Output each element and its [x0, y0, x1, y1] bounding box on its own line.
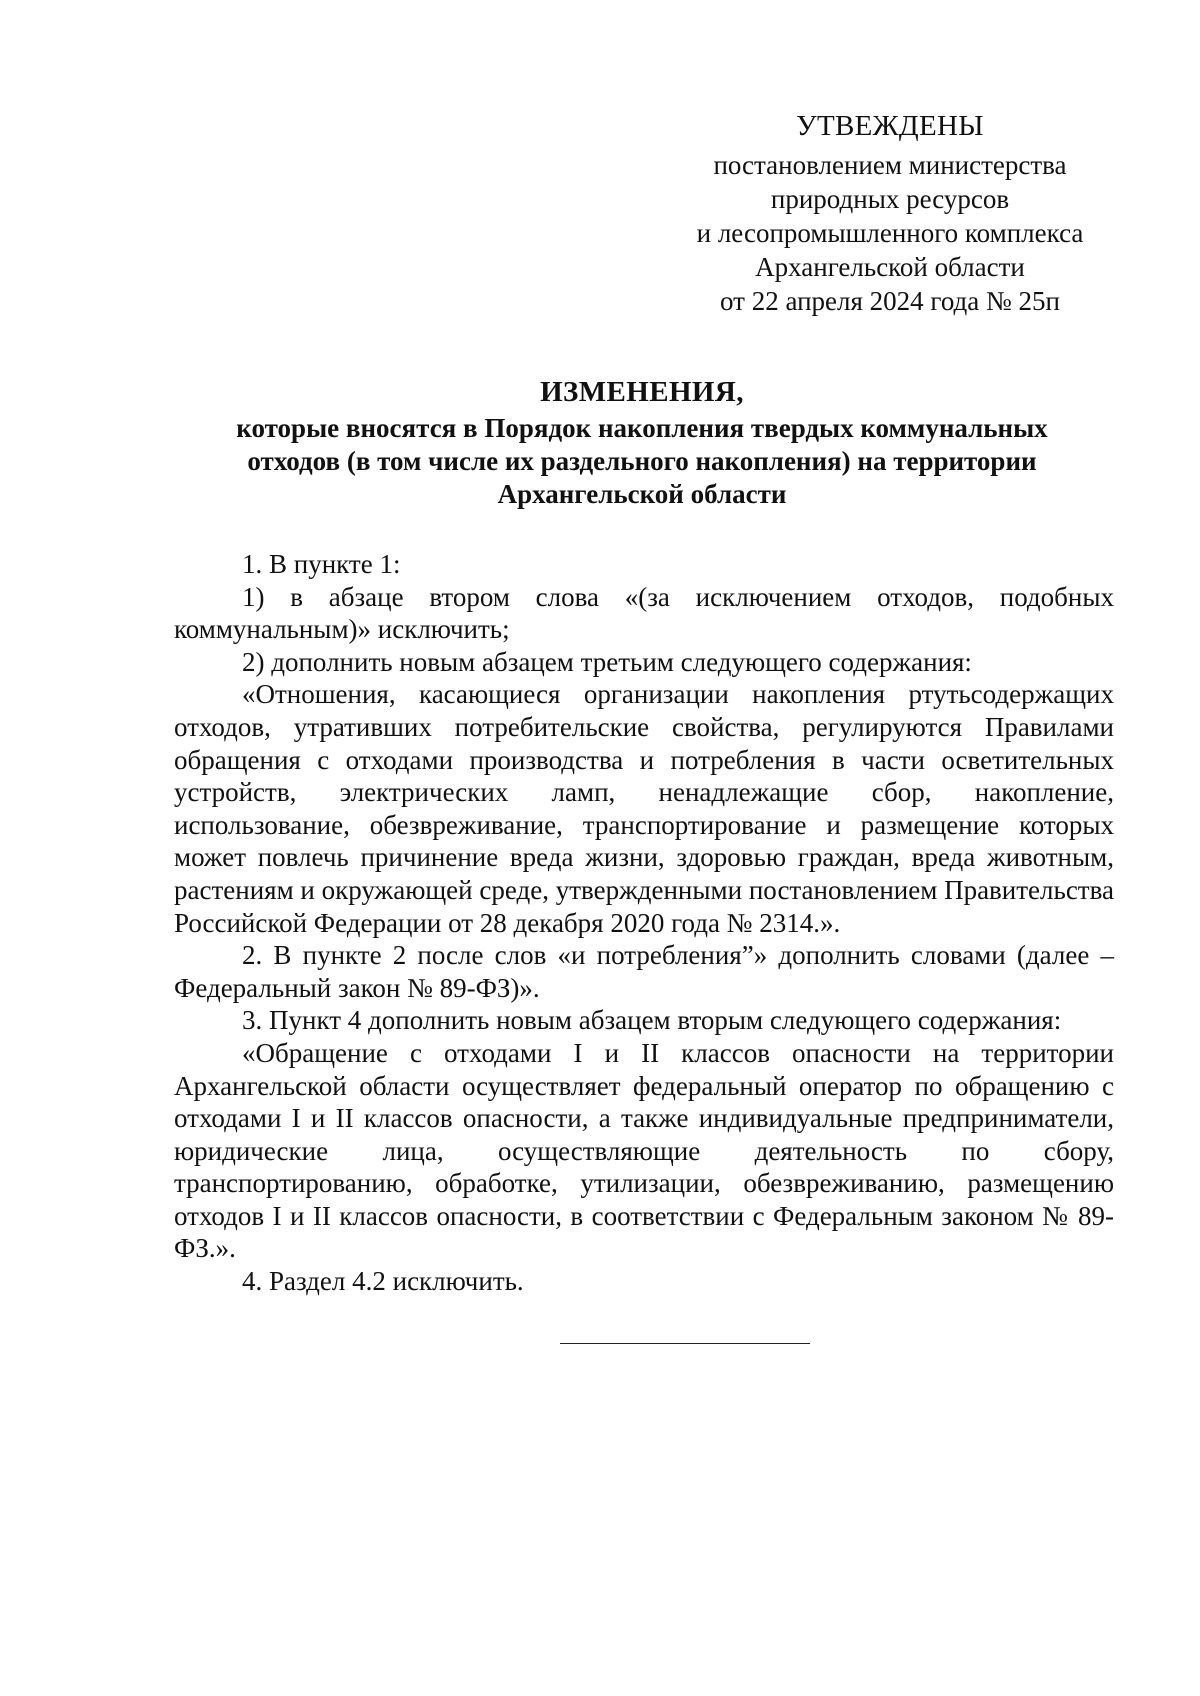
paragraph: 1. В пункте 1: [242, 549, 401, 579]
paragraph: 2. В пункте 2 после слов «и потребления”» дополнить словами (далее – Федеральный закон № 89-ФЗ)». [174, 940, 1114, 1003]
approval-line: природных ресурсов [770, 184, 1010, 214]
approval-line: Архангельской области [755, 252, 1025, 282]
end-divider-line [560, 1343, 810, 1344]
document-body [174, 548, 1114, 1298]
approval-line: постановлением министерства [713, 150, 1067, 180]
paragraph: 2) дополнить новым абзацем третьим следующего содержания: [242, 646, 972, 677]
paragraph: 4. Раздел 4.2 исключить. [242, 1266, 524, 1297]
paragraph: «Отношения, касающиеся организации накопления ртутьсодержащих отходов, утративших потребительские свойства, регулируются Правилами обращения с отходами производства и потребления в части осветительных устройств, электрических ламп, ненадлежащие сбор, накопление, использование, обезвреживание, транспортирование и размещение которых может повлечь причинение вреда жизни, здоровью граждан, вреда животным, растениям и окружающей среде, утвержденными постановлением Правительства Российской Федерации от 28 декабря 2020 года № 2314.». [174, 679, 1114, 938]
document-subtitle-line: которые вносятся в Порядок накопления твердых коммунальных [236, 413, 1048, 443]
document-subtitle-line: Архангельской области [497, 479, 787, 509]
document-subtitle-line: отходов (в том числе их раздельного накопления) на территории [247, 446, 1037, 476]
approval-line: и лесопромышленного комплекса [696, 218, 1084, 248]
approval-heading: УТВЕЖДЕНЫ [796, 110, 984, 142]
paragraph: 3. Пункт 4 дополнить новым абзацем вторым следующего содержания: [242, 1005, 1062, 1036]
document-title-block [172, 374, 1112, 511]
approval-line: от 22 апреля 2024 года № 25п [720, 286, 1060, 316]
paragraph: 1) в абзаце втором слова «(за исключением отходов, подобных коммунальным)» исключить; [174, 581, 1114, 645]
paragraph: «Обращение с отходами I и II классов опасности на территории Архангельской области осуществляет федеральный оператор по обращению с отходами I и II классов опасности, а также индивидуальные предприниматели, юридические лица, осуществляющие деятельность по сбору, транспортированию, обработке, утилизации, обезвреживанию, размещению отходов I и II классов опасности, в соответствии с Федеральным законом № 89-ФЗ.». [174, 1037, 1114, 1264]
document-title: ИЗМЕНЕНИЯ, [540, 376, 744, 408]
approval-stamp-block [640, 108, 1140, 318]
